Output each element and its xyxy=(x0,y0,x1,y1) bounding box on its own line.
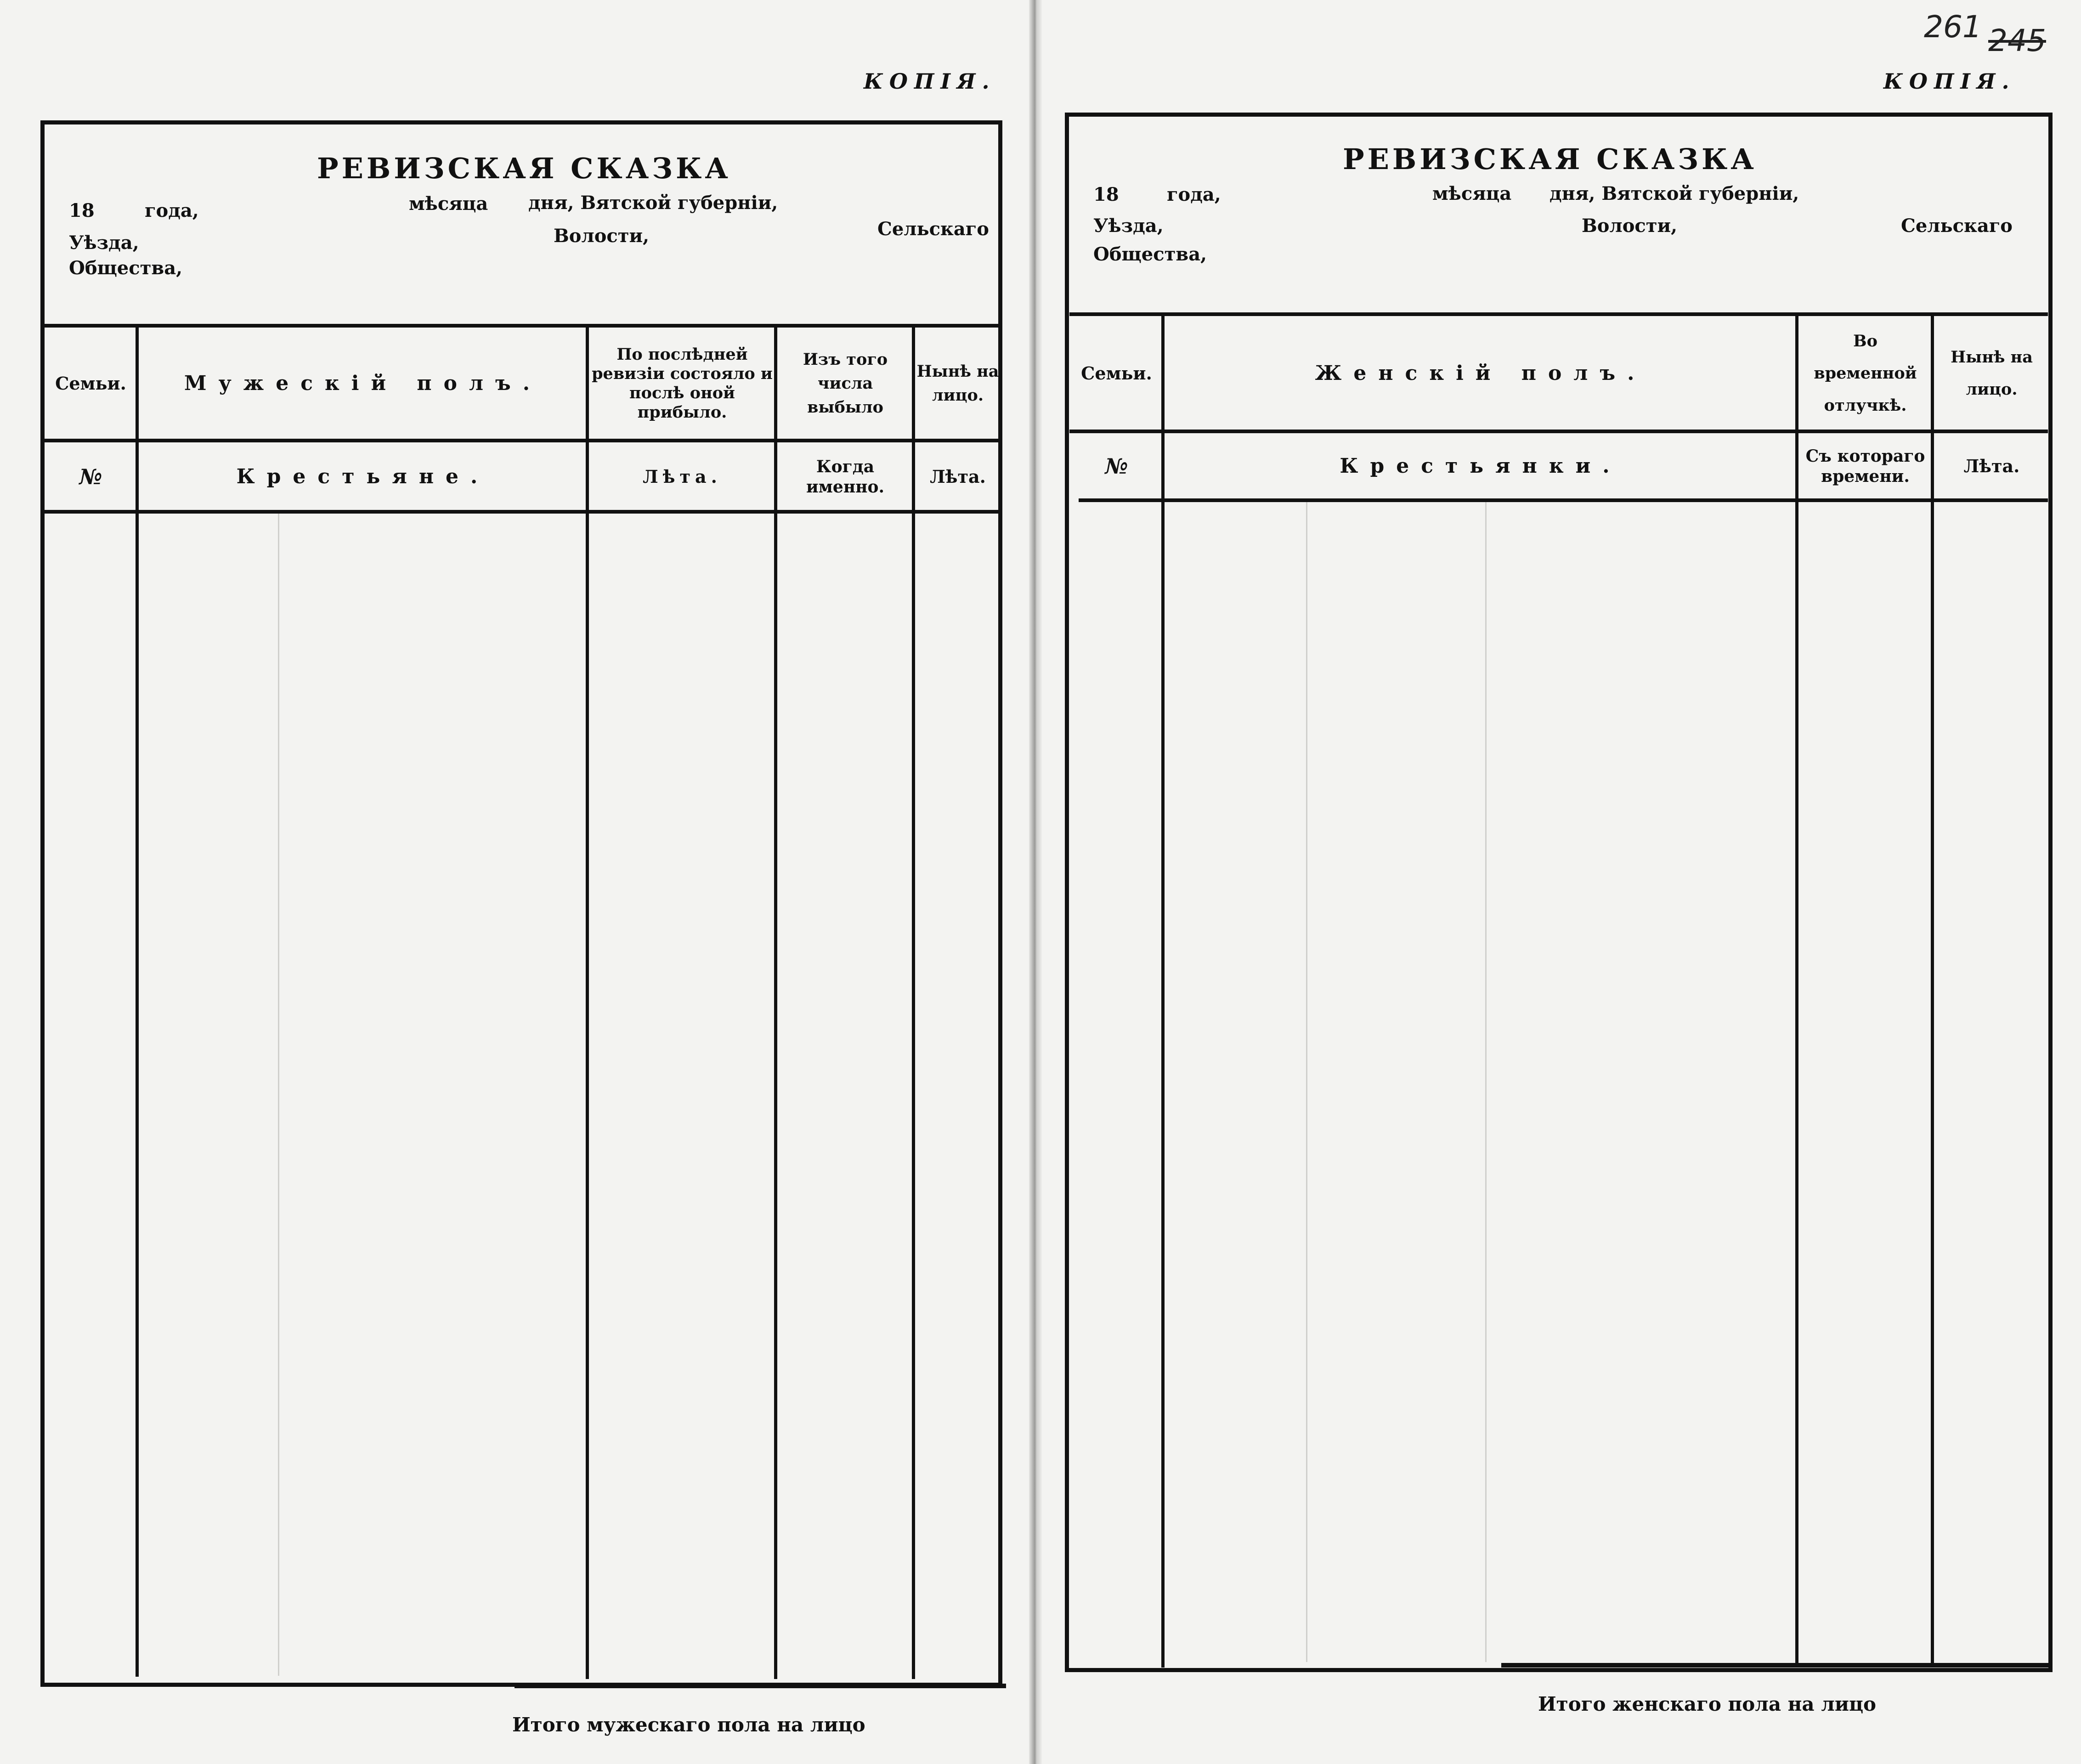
col-departed: Изъ того числа выбыло xyxy=(803,350,888,417)
header-month-word: мѣсяца xyxy=(1432,183,1512,204)
col-family: Семьи. xyxy=(1081,362,1152,384)
header-volost: Волости, xyxy=(554,225,650,247)
column-divider xyxy=(586,324,589,1679)
header-year: 18 xyxy=(69,200,95,221)
header-society: Общества, xyxy=(69,257,183,279)
col-last-revision: По послѣдней ревизiи состояло и послѣ оной прибыло. xyxy=(592,345,773,422)
header-district: Уѣзда, xyxy=(69,232,139,254)
subcol-estate: Крестьяне. xyxy=(236,464,490,488)
col-absence: Во временной отлучкѣ. xyxy=(1814,331,1917,415)
right-page xyxy=(1042,0,2081,1764)
subcol-estate: Крестьянки. xyxy=(1340,454,1622,478)
col-family: Семьи. xyxy=(55,373,126,394)
subcolumn-rule xyxy=(1079,498,2048,502)
header-day-province: дня, Вятской губернiи, xyxy=(528,192,778,214)
subcol-years-now: Лѣта. xyxy=(930,466,986,487)
col-sex: Женскiй полъ. xyxy=(1315,361,1646,385)
header-volost: Волости, xyxy=(1582,215,1678,237)
column-divider xyxy=(1931,315,1934,1663)
book-gutter xyxy=(1029,0,1042,1764)
subcol-since: Съ котораго времени. xyxy=(1805,447,1925,486)
left-page xyxy=(0,0,1029,1764)
column-divider xyxy=(1795,315,1798,1663)
header-rural: Сельскаго xyxy=(1901,215,2013,237)
subcol-years: Лѣта. xyxy=(1963,456,2020,476)
total-female: Итого женскаго пола на лицо xyxy=(1538,1693,1877,1715)
column-rule xyxy=(1069,430,2048,433)
header-year: 18 xyxy=(1093,184,1119,205)
subcol-number: № xyxy=(1105,454,1128,479)
column-divider xyxy=(1161,315,1165,1668)
subcolumn-rule xyxy=(44,510,999,514)
column-divider xyxy=(912,324,915,1679)
faint-divider xyxy=(278,514,279,1676)
form-title: РЕВИЗСКАЯ СКАЗКА xyxy=(317,152,731,185)
header-district: Уѣзда, xyxy=(1093,215,1164,237)
header-year-word: года, xyxy=(145,200,199,221)
col-now: Нынѣ на лицо. xyxy=(1951,347,2033,399)
header-month-word: мѣсяца xyxy=(409,193,488,215)
header-rural: Сельскаго xyxy=(877,218,989,240)
header-society: Общества, xyxy=(1093,243,1207,265)
folio-number: 261 xyxy=(1924,9,1982,45)
copy-label: КОПIЯ. xyxy=(864,69,996,94)
copy-label: КОПIЯ. xyxy=(1883,69,2016,94)
subcol-number: № xyxy=(79,464,102,489)
column-rule xyxy=(44,439,999,442)
subcol-years: Лѣта. xyxy=(643,466,722,487)
form-title: РЕВИЗСКАЯ СКАЗКА xyxy=(1343,142,1757,176)
column-divider xyxy=(136,326,139,1677)
subcol-when: Когда именно. xyxy=(806,457,885,497)
header-day-province: дня, Вятской губернiи, xyxy=(1549,183,1799,204)
header-rule xyxy=(1069,312,2048,316)
col-sex: Мужескiй полъ. xyxy=(184,372,542,395)
faint-divider xyxy=(1306,502,1307,1662)
header-year-word: года, xyxy=(1167,184,1221,205)
faint-divider xyxy=(1485,502,1487,1662)
column-divider xyxy=(774,324,777,1679)
col-now: Нынѣ на лицо. xyxy=(916,362,999,405)
footer-rule xyxy=(515,1684,1006,1688)
footer-rule xyxy=(1501,1663,2053,1668)
header-rule xyxy=(44,324,999,328)
total-male: Итого мужескаго пола на лицо xyxy=(512,1713,865,1736)
folio-struck-number: 245 xyxy=(1988,23,2046,58)
